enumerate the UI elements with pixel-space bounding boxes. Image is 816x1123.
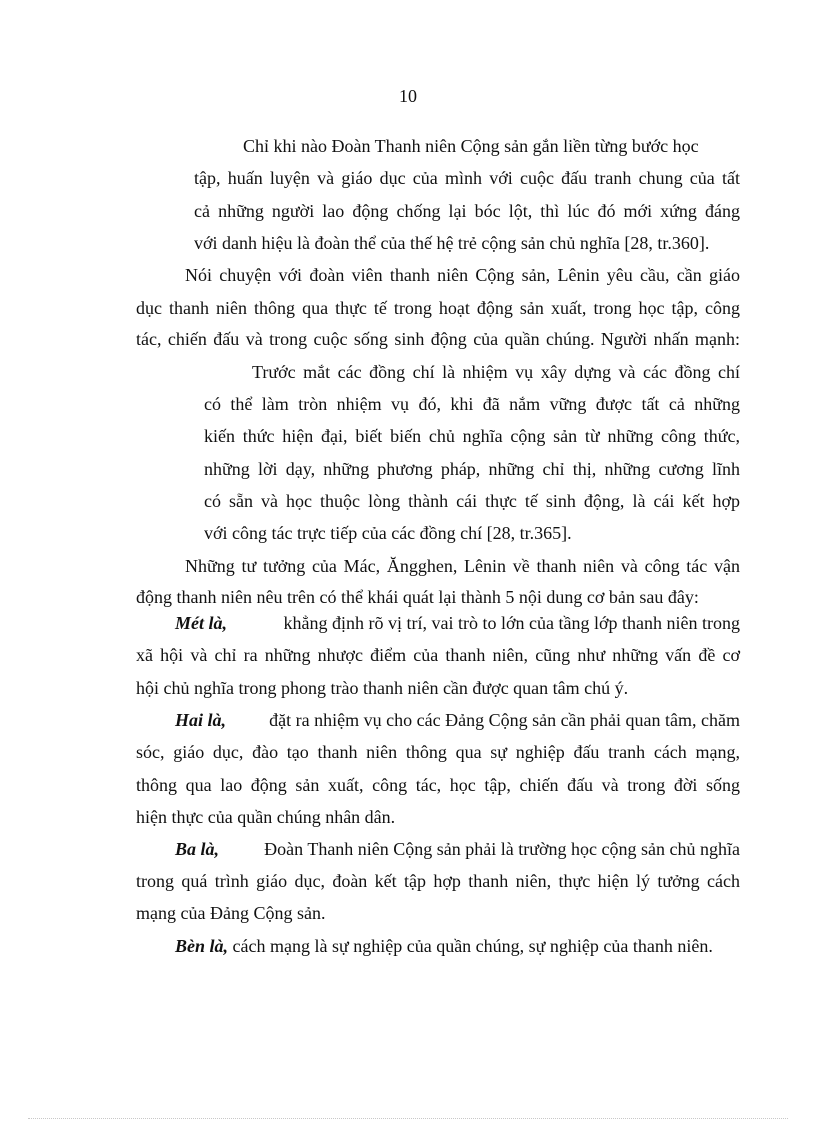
- point-1-label: Mét là,: [175, 613, 227, 633]
- paragraph-line: động thanh niên nêu trên có thể khái quát lại thành 5 nội dung cơ bản sau đây:: [136, 587, 699, 607]
- point-2-line: thông qua lao động sản xuất, công tác, học tập, chiến đấu và trong đời sống: [136, 775, 740, 795]
- quote-2-line: có thể làm tròn nhiệm vụ đó, khi đã nắm vững được tất cả những: [204, 394, 740, 414]
- point-3-text: Đoàn Thanh niên Cộng sản phải là trường học cộng sản chủ nghĩa: [264, 839, 740, 859]
- paragraph-line: Nói chuyện với đoàn viên thanh niên Cộng sản, Lênin yêu cầu, cần giáo: [185, 265, 740, 285]
- bottom-divider: [28, 1118, 788, 1119]
- point-2-line: hiện thực của quần chúng nhân dân.: [136, 807, 396, 827]
- point-1-text: khẳng định rõ vị trí, vai trò to lớn của tầng lớp thanh niên trong: [283, 613, 740, 633]
- page-number: 10: [399, 86, 417, 106]
- quote-2-line: với công tác trực tiếp của các đồng chí [28, tr.365].: [204, 523, 572, 543]
- point-3-label: Ba là,: [175, 839, 220, 859]
- quote-1-line: Chỉ khi nào Đoàn Thanh niên Cộng sản gắn liền từng bước học: [243, 136, 699, 156]
- quote-1-line: cả những người lao động chống lại bóc lột, thì lúc đó mới xứng đáng: [194, 201, 740, 221]
- quote-1-line: tập, huấn luyện và giáo dục của mình với cuộc đấu tranh chung của tất: [194, 168, 740, 188]
- point-3-line: trong quá trình giáo dục, đoàn kết tập hợp thanh niên, thực hiện lý tưởng cách: [136, 871, 740, 891]
- point-2-text: đặt ra nhiệm vụ cho các Đảng Cộng sản cần phải quan tâm, chăm: [269, 710, 740, 730]
- point-4-text: cách mạng là sự nghiệp của quần chúng, sự nghiệp của thanh niên.: [232, 936, 713, 956]
- point-4-line: [175, 934, 713, 958]
- point-3-line: [175, 837, 740, 861]
- paragraph-line: Những tư tưởng của Mác, Ăngghen, Lênin về thanh niên và công tác vận: [185, 556, 740, 576]
- quote-2-line: có sẵn và học thuộc lòng thành cái thực tế sinh động, là cái kết hợp: [204, 491, 740, 511]
- point-4-label: Bèn là,: [175, 936, 229, 956]
- point-1-line: hội chủ nghĩa trong phong trào thanh niên cần được quan tâm chú ý.: [136, 678, 629, 698]
- quote-2-line: Trước mắt các đồng chí là nhiệm vụ xây dựng và các đồng chí: [252, 362, 740, 382]
- quote-2-line: kiến thức hiện đại, biết biến chủ nghĩa cộng sản từ những công thức,: [204, 426, 740, 446]
- point-1-line: [175, 611, 740, 635]
- paragraph-line: dục thanh niên thông qua thực tế trong hoạt động sản xuất, trong học tập, công: [136, 298, 740, 318]
- point-2-label: Hai là,: [175, 710, 227, 730]
- paragraph-line: tác, chiến đấu và trong cuộc sống sinh động của quần chúng. Người nhấn mạnh:: [136, 329, 740, 349]
- point-1-line: xã hội và chỉ ra những nhược điểm của thanh niên, cũng như những vấn đề cơ: [136, 645, 740, 665]
- point-2-line: [175, 708, 740, 732]
- point-2-line: sóc, giáo dục, đào tạo thanh niên thông qua sự nghiệp đấu tranh cách mạng,: [136, 742, 740, 762]
- quote-2-line: những lời dạy, những phương pháp, những chỉ thị, những cương lĩnh: [204, 459, 740, 479]
- point-3-line: mạng của Đảng Cộng sản.: [136, 903, 326, 923]
- quote-1-line: với danh hiệu là đoàn thể của thế hệ trẻ cộng sản chủ nghĩa [28, tr.360].: [194, 233, 710, 253]
